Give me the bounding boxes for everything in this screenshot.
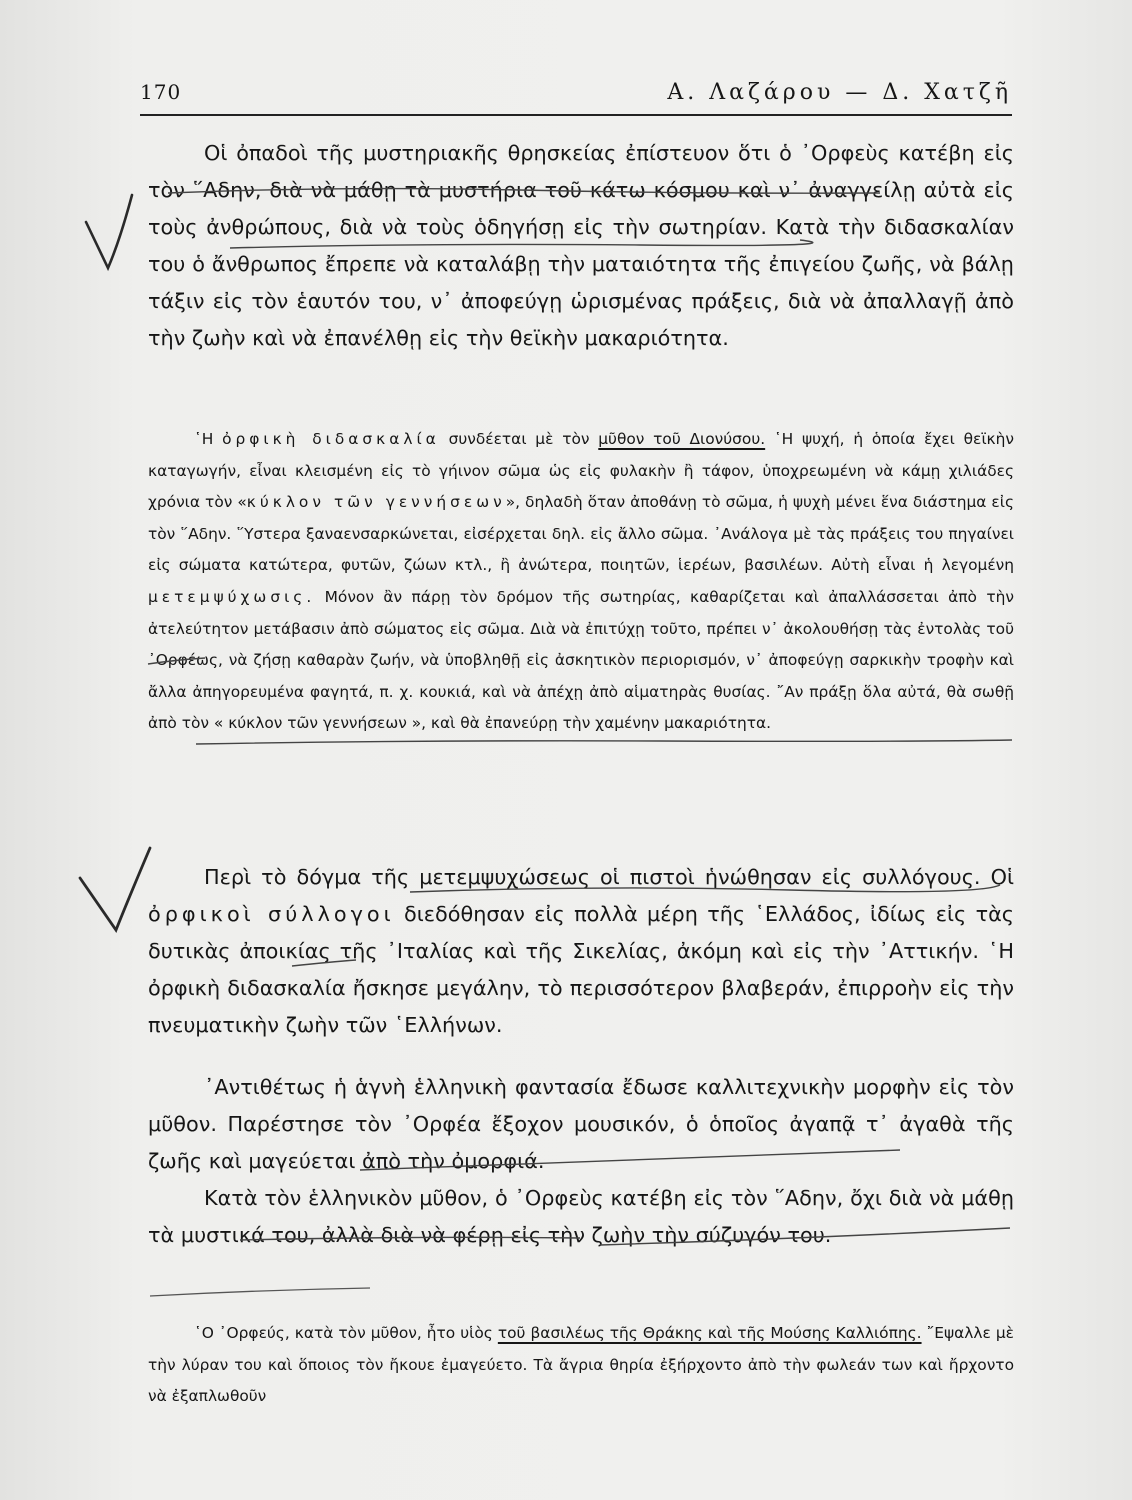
p3-text-2: διεδόθησαν εἰς πολλὰ μέρη τῆς ῾Ελλάδος, ἰδίως εἰς τὰς δυτικὰς ἀποικίας τῆς ᾿Ιταλίας καὶ τῆς Σικελίας, ἀκόμη καὶ εἰς τὴν ᾿Αττικήν. ῾Η ὀρφικὴ διδασκαλία ἤσκησε μεγάλην, τὸ περισσότερον βλαβεράν, ἐπιρροὴν εἰς τὴν πνευματικὴν ζωὴν τῶν ῾Ελλήνων. — [148, 902, 1015, 1037]
paragraph-6 — [148, 1318, 1014, 1413]
paragraph-1: Οἱ ὀπαδοὶ τῆς μυστηριακῆς θρησκείας ἐπίστευον ὅτι ὁ ᾿Ορφεὺς κατέβη εἰς τὸν ῞Αδην, διὰ νὰ μάθῃ τὰ μυστήρια τοῦ κάτω κόσμου καὶ ν᾿ ἀναγγείλῃ αὐτὰ εἰς τοὺς ἀνθρώπους, διὰ νὰ τοὺς ὁδηγήσῃ εἰς τὴν σωτηρίαν. Κατὰ τὴν διδασκαλίαν του ὁ ἄνθρωπος ἔπρεπε νὰ καταλάβῃ τὴν ματαιότητα τῆς ἐπιγείου ζωῆς, νὰ βάλῃ τάξιν εἰς τὸν ἑαυτόν του, ν᾿ ἀποφεύγῃ ὡρισμένας πράξεις, διὰ νὰ ἀπαλλαγῇ ἀπὸ τὴν ζωὴν καὶ νὰ ἐπανέλθῃ εἰς τὴν θεϊκὴν μακαριότητα. — [148, 141, 1014, 350]
p2-start: ῾Η — [194, 430, 214, 448]
paragraph-2 — [148, 424, 1014, 740]
pencil-underline-10 — [150, 1288, 370, 1296]
p2-spaced-term-3: μετεμψύχωσις. — [148, 587, 316, 606]
p6-text-2: ῎Εψαλλε μὲ τὴν λύραν του καὶ ὅποιος τὸν ἤκουε ἐμαγεύετο. Τὰ ἄγρια θηρία ἐξήρχοντο ἀπὸ τὴν φωλεάν των καὶ ἤρχοντο νὰ ἐξαπλωθοῦν — [148, 1324, 1014, 1406]
p6-text-1: ῾Ο ᾿Ορφεύς, κατὰ τὸν μῦθον, ἦτο υἱὸς — [194, 1324, 493, 1342]
p3-spaced-term: ὀρφικοὶ σύλλογοι — [148, 902, 395, 926]
p2-text-3: Μόνον ἂν πάρῃ τὸν δρόμον τῆς σωτηρίας, καθαρίζεται καὶ ἀπαλλάσσεται ἀπὸ τὴν ἀτελεύτητον μετάβασιν ἀπὸ σώματος εἰς σῶμα. Διὰ νὰ ἐπιτύχῃ τοῦτο, πρέπει ν᾿ ἀκολουθήσῃ τὰς ἐντολὰς τοῦ ᾿Ορφέως, νὰ ζήσῃ καθαρὰν ζωήν, νὰ ὑποβληθῇ εἰς ἀσκητικὸν περιορισμόν, ν᾿ ἀποφεύγῃ σαρκικὴν τροφὴν καὶ ἄλλα ἀπηγορευμένα φαγητά, π. χ. κουκιά, καὶ νὰ ἀπέχῃ ἀπὸ αἱματηρὰς θυσίας. ῎Αν πράξῃ ὅλα αὐτά, θὰ σωθῇ ἀπὸ τὸν « κύκλον τῶν γεννήσεων », καὶ θὰ ἐπανεύρῃ τὴν χαμένην μακαριότητα. — [148, 587, 1014, 733]
paragraph-3 — [148, 859, 1014, 1044]
running-title: Α. Λαζάρου — Δ. Χατζῆ — [667, 80, 1012, 105]
pencil-underline-4 — [196, 740, 1012, 744]
p6-underlined: τοῦ βασιλέως τῆς Θράκης καὶ τῆς Μούσης Καλλιόπης. — [497, 1324, 922, 1342]
margin-checkmark-1 — [86, 195, 132, 268]
p2-spaced-term-2: κύκλον τῶν γεννήσεων — [246, 493, 506, 512]
page-header — [140, 74, 1012, 116]
page-number: 170 — [140, 80, 182, 104]
p2-mid: συνδέεται μὲ τὸν — [448, 430, 590, 448]
p2-underlined-1: μῦθον τοῦ Διονύσου. — [598, 430, 766, 448]
margin-checkmark-2 — [80, 848, 150, 930]
paragraph-4: ᾿Αντιθέτως ἡ ἁγνὴ ἑλληνικὴ φαντασία ἔδωσε καλλιτεχνικὴν μορφὴν εἰς τὸν μῦθον. Παρέστησε τὸν ᾿Ορφέα ἔξοχον μουσικόν, ὁ ὁποῖος ἀγαπᾷ τ᾿ ἀγαθὰ τῆς ζωῆς καὶ μαγεύεται ἀπὸ τὴν ὀμορφιά. — [148, 1075, 1014, 1173]
paragraph-5: Κατὰ τὸν ἑλληνικὸν μῦθον, ὁ ᾿Ορφεὺς κατέβη εἰς τὸν ῞Αδην, ὄχι διὰ νὰ μάθῃ τὰ μυστικά του, ἀλλὰ διὰ νὰ φέρῃ εἰς τὴν ζωὴν τὴν σύζυγόν του. — [148, 1186, 1014, 1247]
p2-spaced-term-1: ὀρφικὴ διδασκαλία — [222, 430, 440, 448]
p2-text-1: ῾Η ψυχή, ἡ ὁποία ἔχει θεϊκὴν καταγωγήν, εἶναι κλεισμένη εἰς τὸ γήινον σῶμα ὡς εἰς φυλακὴν ἢ τάφον, ὑποχρεωμένη νὰ κάμῃ χιλιάδες χρόνια τὸν « — [148, 430, 1014, 512]
p3-text-1: Περὶ τὸ δόγμα τῆς μετεμψυχώσεως οἱ πιστοὶ ἡνώθησαν εἰς συλλόγους. Οἱ — [204, 865, 1014, 889]
p2-text-2: », δηλαδὴ ὅταν ἀποθάνῃ τὸ σῶμα, ἡ ψυχὴ μένει ἕνα διάστημα εἰς τὸν ῞Αδην. ῞Υστερα ξαναενσαρκώνεται, εἰσέρχεται δηλ. εἰς ἄλλο σῶμα. ᾿Ανάλογα μὲ τὰς πράξεις του πηγαίνει εἰς σώματα κατώτερα, φυτῶν, ζώων κτλ., ἢ ἀνώτερα, ποιητῶν, ἱερέων, βασιλέων. Αὐτὴ εἶναι ἡ λεγομένη — [148, 493, 1014, 575]
